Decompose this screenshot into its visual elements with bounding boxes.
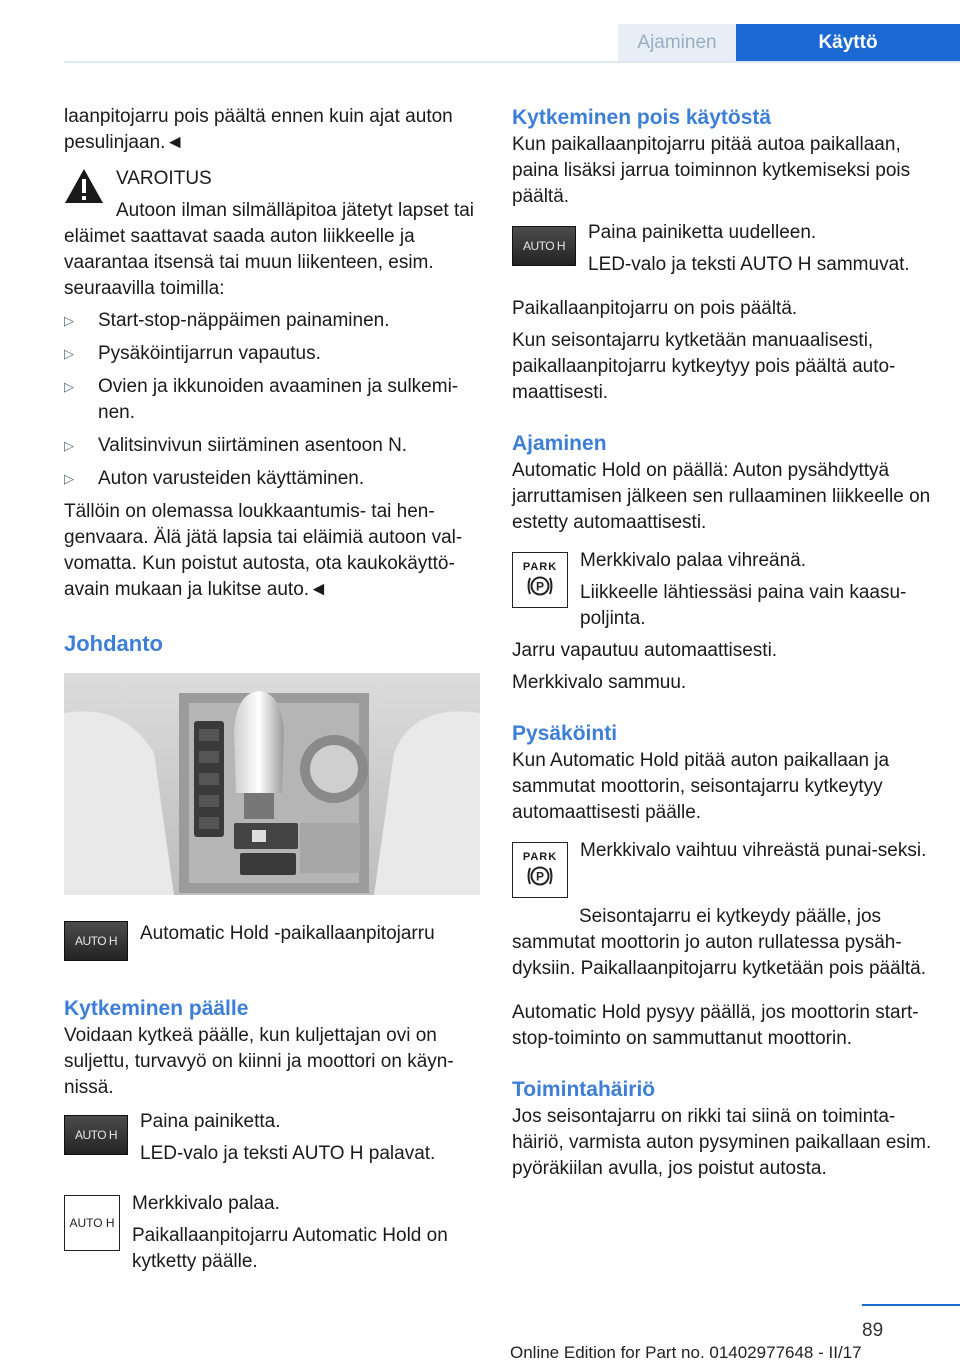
hold-stays-text: Automatic Hold pysyy päällä, jos moottorin start-stop-toiminto on sammuttanut moottorin. — [512, 1002, 919, 1049]
svg-text:P: P — [535, 869, 545, 884]
indicator-on-text: Merkkivalo palaa. — [132, 1193, 280, 1214]
bullet-triangle-icon: ▷ — [64, 313, 74, 328]
warning-title: VAROITUS — [116, 168, 212, 189]
auto-h-button-icon: AUTO H — [64, 1115, 128, 1155]
hold-engaged-text: Paikallaanpitojarru Automatic Hold on kytketty päälle. — [132, 1225, 448, 1272]
list-item: ▷ Auton varusteiden käyttäminen. — [64, 466, 480, 492]
warning-text: Autoon ilman silmälläpitoa jätetyt lapset tai eläimet saattavat saada auton liikkeelle ja vaarantaa itsensä tai muun liikenteen, esim. seuraavilla toimilla: — [64, 200, 475, 299]
bullet-triangle-icon: ▷ — [64, 379, 74, 394]
parking-brake-icon — [527, 863, 553, 889]
switch-off-text: Kun paikallaanpitojarru pitää autoa paikallaan, paina lisäksi jarrua toiminnon kytkemiseksi pois päältä. — [512, 134, 911, 207]
green-indicator-row — [512, 548, 932, 632]
press-button-row — [64, 1109, 480, 1167]
indicator-off-text: Merkkivalo sammuu. — [512, 672, 687, 693]
warning-triangle-icon — [64, 168, 104, 204]
warning-conclusion: Tällöin on olemassa loukkaantumis- tai hen-genvaara. Älä jätä lapsia tai eläimiä autoon val-vomatta. Kun poistut autosta, ota kaukokäyttö-avain mukaan ja lukitse auto.◄ — [64, 501, 463, 600]
right-column — [512, 104, 932, 1182]
manual-parking-text: Kun seisontajarru kytketään manuaalisesti, paikallaanpitojarru kytkeytyy pois päältä auto-maattisesti. — [512, 330, 896, 403]
led-off-text: LED-valo ja teksti AUTO H sammuvat. — [588, 254, 910, 275]
parking-text: Kun Automatic Hold pitää auton paikallaan ja sammutat moottorin, seisontajarru kytkeytyy automaattisesti päälle. — [512, 750, 890, 823]
header-divider — [64, 61, 960, 63]
warning-bullet-list — [64, 308, 480, 492]
accelerator-text: Liikkeelle lähtiessäsi paina vain kaasu-poljinta. — [580, 582, 907, 629]
brake-release-text: Jarru vapautuu automaattisesti. — [512, 640, 778, 661]
park-indicator-icon: PARK P — [512, 842, 568, 898]
heading-kytkeminen-pois: Kytkeminen pois käytöstä — [512, 106, 772, 129]
list-item: ▷ Pysäköintijarrun vapautus. — [64, 341, 480, 367]
auto-h-button-icon: AUTO H — [512, 226, 576, 266]
bullet-triangle-icon: ▷ — [64, 438, 74, 453]
auto-h-indicator-icon: AUTO H — [64, 1195, 120, 1251]
fault-text: Jos seisontajarru on rikki tai siinä on toiminta-häiriö, varmista auton pysyminen paikallaan esim. pyöräkiilan avulla, jos poistut autosta. — [512, 1106, 932, 1179]
brake-not-engaged-text: Seisontajarru ei kytkeydy päälle, jos sammutat moottorin jo auton rullatessa pysäh-dyksiin. Paikallaanpitojarru kytketään pois päältä. — [512, 906, 927, 979]
park-indicator-icon: PARK P — [512, 552, 568, 608]
switch-on-text: Voidaan kytkeä päälle, kun kuljettajan ovi on suljettu, turvavyö on kiinni ja moottori on käyn-nissä. — [64, 1025, 454, 1098]
list-item: ▷ Valitsinvivun siirtäminen asentoon N. — [64, 433, 480, 459]
header-chapter-tab: Käyttö — [736, 24, 960, 62]
heading-ajaminen: Ajaminen — [512, 432, 607, 455]
parking-brake-icon — [527, 573, 553, 599]
header-section-tab: Ajaminen — [618, 24, 736, 62]
footer-divider — [862, 1304, 960, 1306]
autoh-caption-row — [64, 921, 480, 961]
press-again-text: Paina painiketta uudelleen. — [588, 222, 817, 243]
svg-text:P: P — [535, 579, 545, 594]
red-indicator-text: Merkkivalo vaihtuu vihreästä punai-seksi. — [580, 840, 927, 861]
heading-toimintahairio: Toimintahäiriö — [512, 1078, 656, 1101]
paragraph-continued: laanpitojarru pois päältä ennen kuin ajat auton pesulinjaan.◄ — [64, 106, 453, 153]
list-item: ▷ Ovien ja ikkunoiden avaaminen ja sulkemi-nen. — [64, 376, 459, 423]
auto-h-button-icon: AUTO H — [64, 921, 128, 961]
heading-pysakointi: Pysäköinti — [512, 722, 618, 745]
heading-kytkeminen-paalle: Kytkeminen päälle — [64, 997, 249, 1020]
press-again-row — [512, 220, 932, 278]
heading-johdanto: Johdanto — [64, 631, 163, 656]
driving-text: Automatic Hold on päällä: Auton pysähdyttyä jarruttamisen jälkeen sen rullaaminen liikkeelle on estetty automaattisesti. — [512, 460, 931, 533]
indicator-on-row — [64, 1191, 480, 1275]
gear-console-photo — [64, 673, 480, 895]
bullet-triangle-icon: ▷ — [64, 346, 74, 361]
left-column — [64, 104, 480, 1275]
page-number: 89 — [862, 1320, 884, 1341]
red-indicator-row — [512, 838, 932, 898]
autoh-caption: Automatic Hold -paikallaanpitojarru — [140, 923, 435, 944]
list-item: ▷ Start-stop-näppäimen painaminen. — [64, 308, 480, 334]
green-indicator-text: Merkkivalo palaa vihreänä. — [580, 550, 807, 571]
hold-off-text: Paikallaanpitojarru on pois päältä. — [512, 298, 798, 319]
bullet-triangle-icon: ▷ — [64, 471, 74, 486]
warning-block — [64, 166, 480, 302]
press-button-text: Paina painiketta. — [140, 1111, 281, 1132]
led-on-text: LED-valo ja teksti AUTO H palavat. — [140, 1143, 436, 1164]
edition-footer: Online Edition for Part no. 01402977648 - II/17 — [510, 1343, 862, 1362]
